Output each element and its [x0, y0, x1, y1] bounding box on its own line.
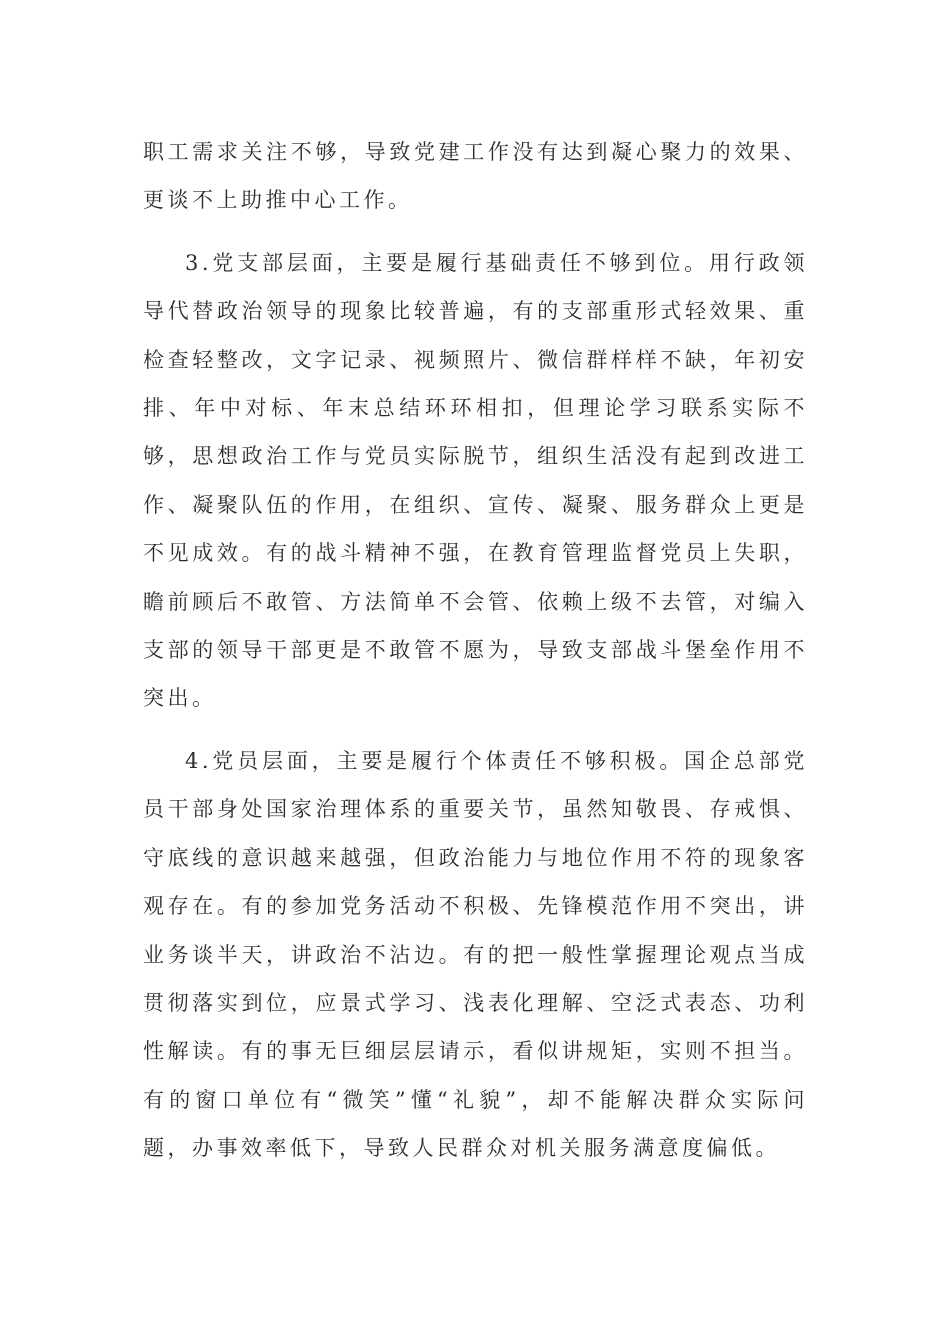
document-body — [143, 128, 808, 1173]
paragraph-item-3: 3.党支部层面，主要是履行基础责任不够到位。用行政领导代替政治领导的现象比较普遍，有的支部重形式轻效果、重检查轻整改，文字记录、视频照片、微信群样样不缺，年初安排、年中对标、年末总结环环相扣，但理论学习联系实际不够，思想政治工作与党员实际脱节，组织生活没有起到改进工作、凝聚队伍的作用，在组织、宣传、凝聚、服务群众上更是不见成效。有的战斗精神不强，在教育管理监督党员上失职，瞻前顾后不敢管、方法简单不会管、依赖上级不去管，对编入支部的领导干部更是不敢管不愿为，导致支部战斗堡垒作用不突出。 — [143, 250, 808, 711]
paragraph-item-4: 4.党员层面，主要是履行个体责任不够积极。国企总部党员干部身处国家治理体系的重要关节，虽然知敬畏、存戒惧、守底线的意识越来越强，但政治能力与地位作用不符的现象客观存在。有的参加党务活动不积极、先锋模范作用不突出，讲业务谈半天，讲政治不沾边。有的把一般性掌握理论观点当成贯彻落实到位，应景式学习、浅表化理解、空泛式表态、功利性解读。有的事无巨细层层请示，看似讲规矩，实则不担当。有的窗口单位有“微笑”懂“礼貌”，却不能解决群众实际问题，办事效率低下，导致人民群众对机关服务满意度偏低。 — [143, 748, 808, 1161]
paragraph-continuation: 职工需求关注不够，导致党建工作没有达到凝心聚力的效果、更谈不上助推中心工作。 — [143, 140, 808, 213]
